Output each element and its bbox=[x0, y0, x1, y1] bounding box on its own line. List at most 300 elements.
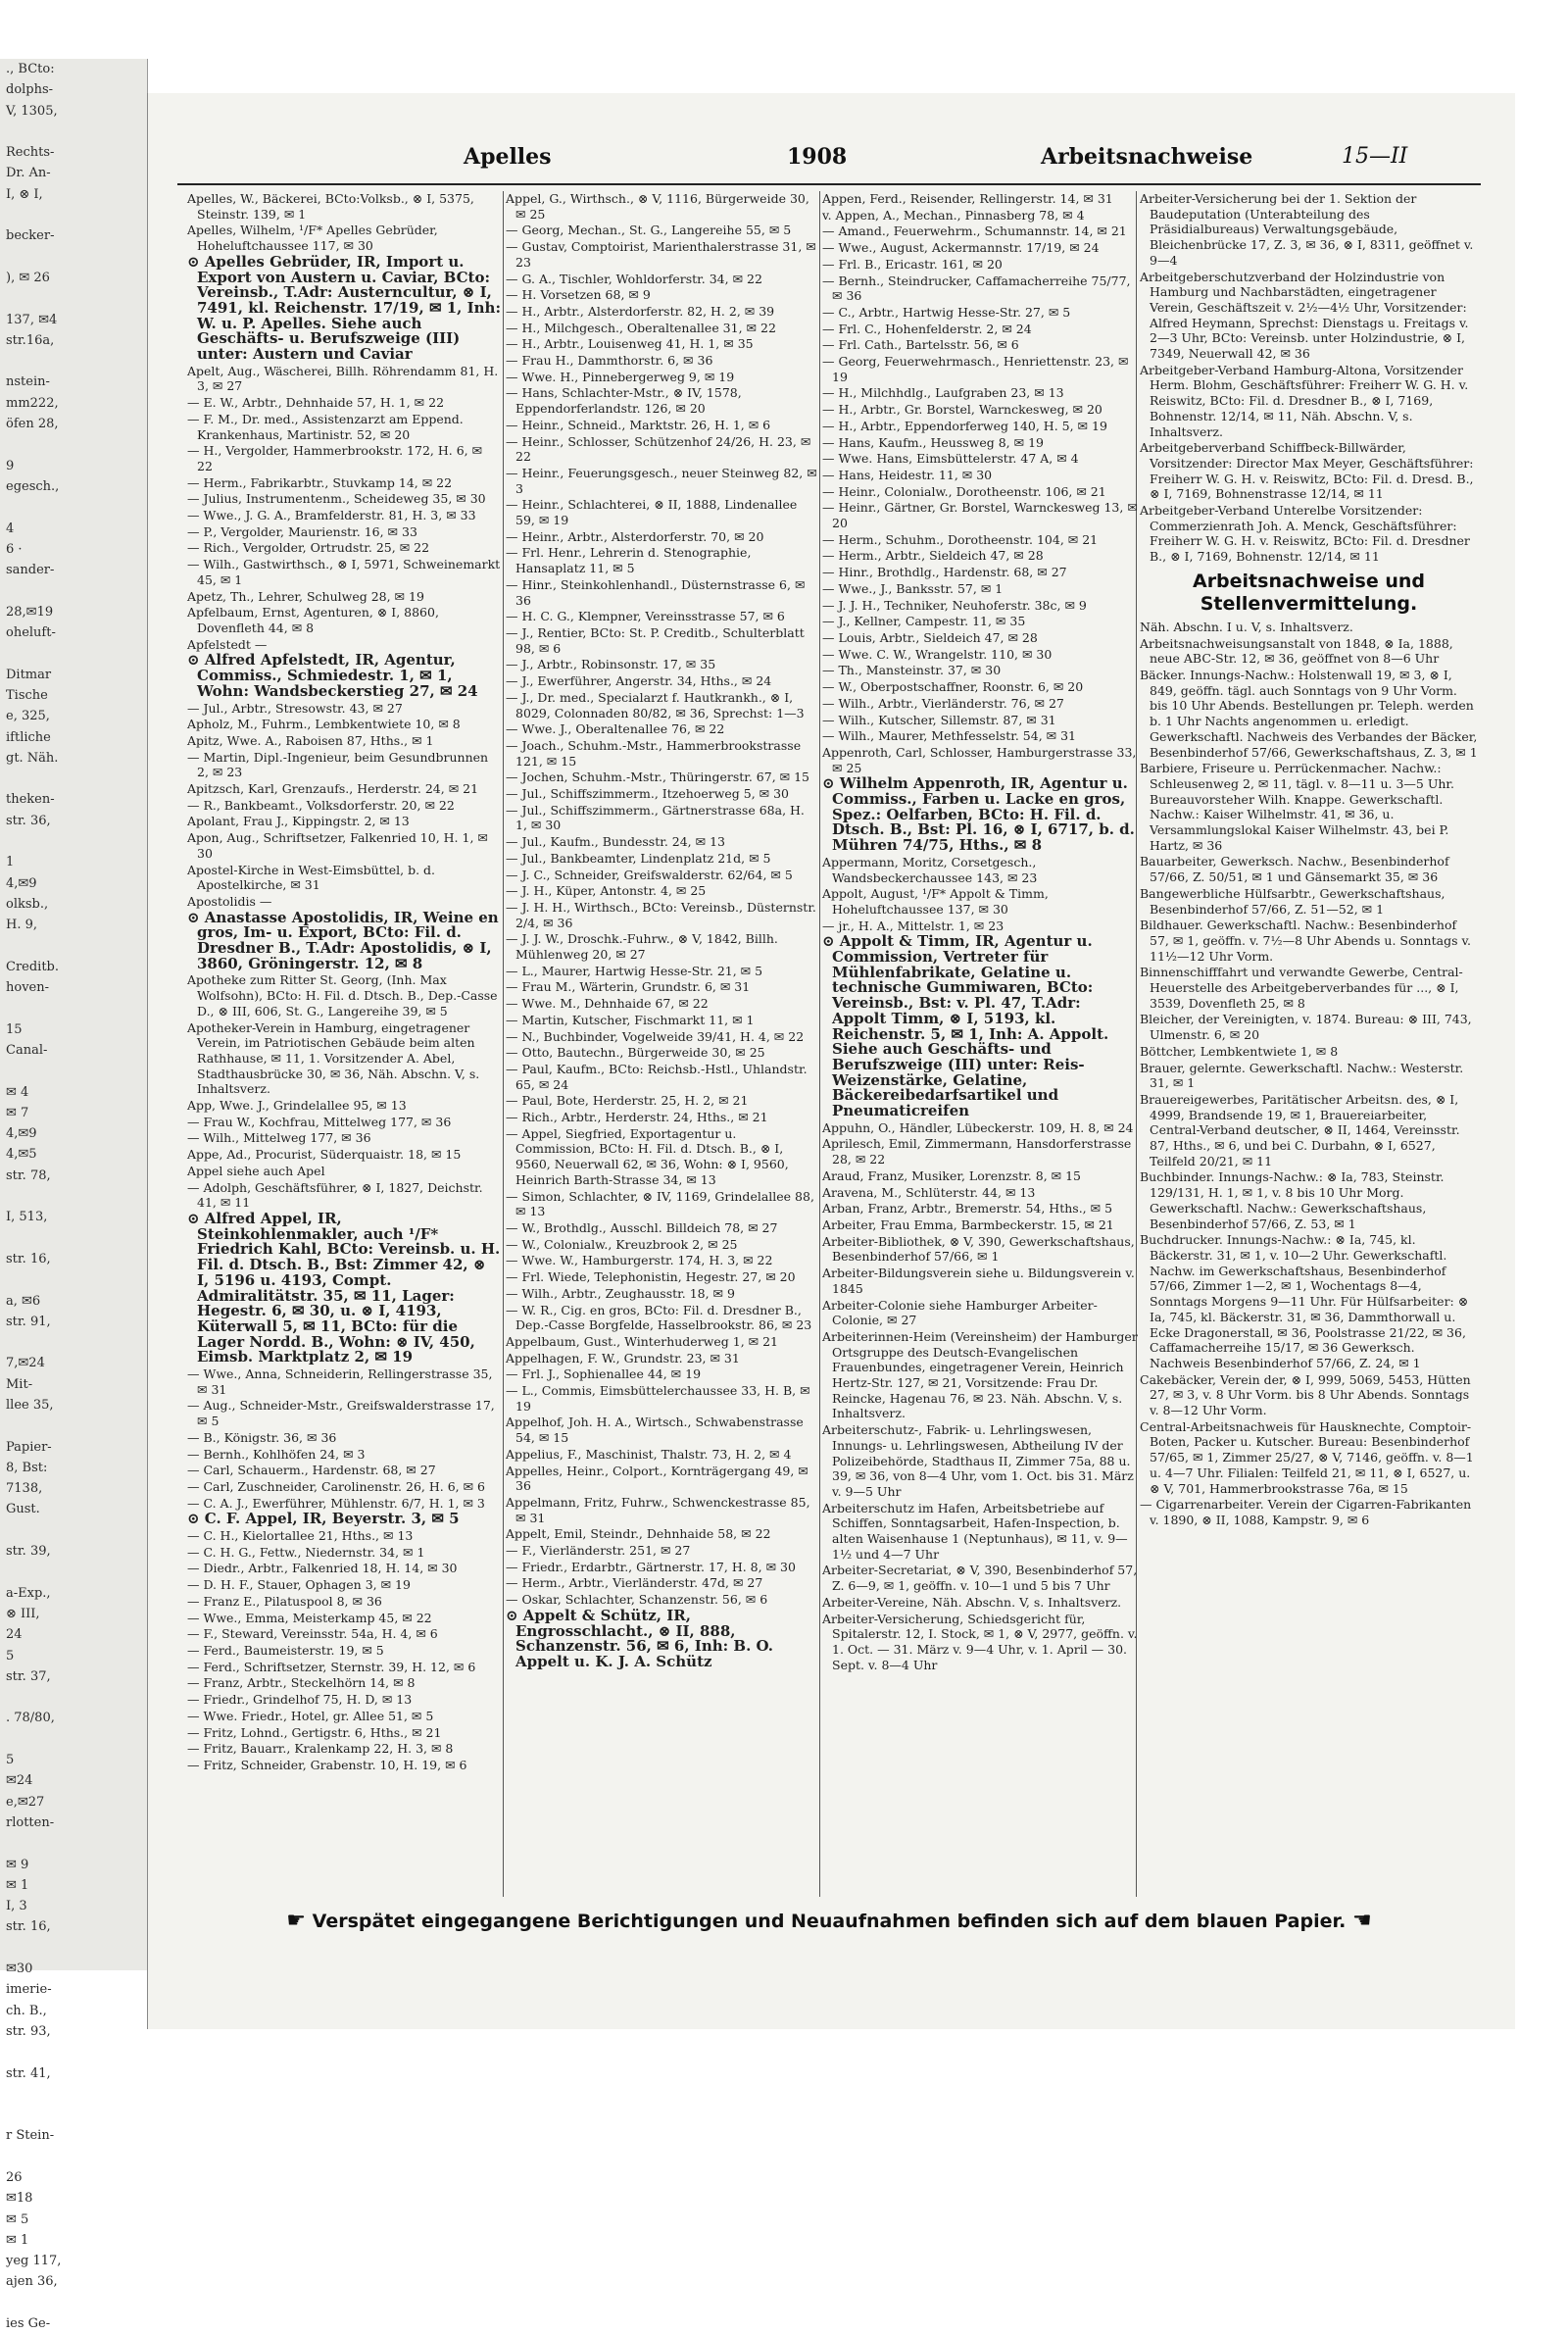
directory-entry: Arbeitgeberschutzverband der Holzindustrie von Hamburg und Nachbarstädten, eingetragener Verein, Geschäftszeit v. 2½—4½ Uhr, Vorsitzender: Alfred Heymann, Sprechst: Dienstags u. Freitags v. 2—3 Uhr, BCto: Vereinsb. unter Holzindustrie, ⊗ I, 7349, Neuerwall 42, ✉ 36 bbox=[1140, 269, 1469, 362]
adjacent-page-fragment: ✉18 bbox=[6, 2191, 33, 2207]
directory-entry: — F., Steward, Vereinsstr. 54a, H. 4, ✉ 6 bbox=[187, 1626, 438, 1642]
directory-entry: Appelles, Heinr., Colport., Kornträgergang 49, ✉ 36 bbox=[506, 1463, 808, 1494]
directory-entry: — Paul, Kaufm., BCto: Reichsb.-Hstl., Uhlandstr. 65, ✉ 24 bbox=[506, 1061, 808, 1092]
directory-entry: — Rich., Vergolder, Ortrudstr. 25, ✉ 22 bbox=[187, 540, 430, 556]
adjacent-page-fragment: str. 91, bbox=[6, 1314, 51, 1329]
directory-entry: Apelt, Aug., Wäscherei, Billh. Röhrendamm 81, H. 3, ✉ 27 bbox=[187, 363, 499, 394]
directory-entry: Buchdrucker. Innungs-Nachw.: ⊗ Ia, 745, kl. Bäckerstr. 31, ✉ 1, v. 10—2 Uhr. Gewerkschaftl. Nachw. im Gewerkschaftshaus, Besenbinderhof 57/66, Zimmer 1—2, ✉ 1, Wochentags 8—4, Sonntags Morgens 9—11 Uhr. Für Hülfsarbeiter: ⊗ Ia, 745, kl. Bäckerstr. 31, ✉ 36, Dammthorwall u. Ecke Dragonerstall, ✉ 36, Poolstrasse 21/22, ✉ 36, Caffamacherreihe 15/17, ✉ 36 Gewerksch. Nachweis Besenbinderhof 57/66, Z. 24, ✉ 1 bbox=[1140, 1232, 1469, 1370]
directory-entry: Arbeiter-Vereine, Näh. Abschn. V, s. Inhaltsverz. bbox=[822, 1594, 1122, 1610]
directory-entry: Apholz, M., Fuhrm., Lembkentwiete 10, ✉ 8 bbox=[187, 717, 461, 732]
directory-entry: — Th., Mansteinstr. 37, ✉ 30 bbox=[822, 663, 1002, 678]
directory-entry: ⊙ C. F. Appel, IR, Beyerstr. 3, ✉ 5 bbox=[187, 1510, 460, 1528]
directory-entry: — Heinr., Arbtr., Alsterdorferstr. 70, ✉ 20 bbox=[506, 528, 764, 544]
page-header bbox=[148, 144, 1515, 174]
adjacent-page-fragment: str. 93, bbox=[6, 2023, 51, 2039]
directory-entry: — Frl. C., Hohenfelderstr. 2, ✉ 24 bbox=[822, 321, 1032, 336]
directory-entry: — jr., H. A., Mittelstr. 1, ✉ 23 bbox=[822, 918, 1004, 933]
adjacent-page-fragment: Tische bbox=[6, 687, 48, 703]
directory-entry: Appolt, August, ¹/F* Appolt & Timm, Hoheluftchaussee 137, ✉ 30 bbox=[822, 886, 1049, 917]
directory-entry: Arbeiter-Colonie siehe Hamburger Arbeiter-Colonie, ✉ 27 bbox=[822, 1297, 1098, 1328]
adjacent-page-fragment: V, 1305, bbox=[6, 103, 58, 119]
pointing-hand-right-icon: ☚ bbox=[1351, 1909, 1372, 1933]
directory-entry: Cakebäcker, Verein der, ⊗ I, 999, 5069, 5453, Hütten 27, ✉ 3, v. 8 Uhr Vorm. bis 8 Uhr Abends. Sonntags v. 8—12 Uhr Vorm. bbox=[1140, 1371, 1471, 1418]
directory-entry: — Heinr., Feuerungsgesch., neuer Steinweg 82, ✉ 3 bbox=[506, 465, 817, 496]
section-heading: Arbeitsnachweise und Stellenvermittelung. bbox=[1192, 570, 1426, 615]
directory-column-4 bbox=[1140, 191, 1478, 1902]
directory-entry: — Wwe. C. W., Wrangelstr. 110, ✉ 30 bbox=[822, 646, 1053, 662]
directory-entry: — Hinr., Steinkohlenhandl., Düsternstrasse 6, ✉ 36 bbox=[506, 576, 806, 608]
directory-entry: Apfelstedt — bbox=[187, 636, 268, 652]
adjacent-page-fragment: e, 325, bbox=[6, 709, 50, 724]
adjacent-page-fragment bbox=[0, 2293, 147, 2313]
adjacent-page-fragment: 6 · bbox=[6, 541, 23, 557]
directory-entry: — Frau M., Wärterin, Grundstr. 6, ✉ 31 bbox=[506, 979, 751, 995]
directory-entry: Appelmann, Fritz, Fuhrw., Schwenckestrasse 85, ✉ 31 bbox=[506, 1494, 810, 1525]
directory-entry: — D. H. F., Stauer, Ophagen 3, ✉ 19 bbox=[187, 1577, 411, 1593]
directory-entry: — Rich., Arbtr., Herderstr. 24, Hths., ✉ 21 bbox=[506, 1110, 768, 1125]
adjacent-page-fragment: str. 36, bbox=[6, 813, 51, 828]
directory-entry: — Frau W., Kochfrau, Mittelweg 177, ✉ 36 bbox=[187, 1114, 452, 1129]
directory-entry: — Jul., Kaufm., Bundesstr. 24, ✉ 13 bbox=[506, 834, 725, 850]
directory-entry: — Frl. Henr., Lehrerin d. Stenographie, Hansaplatz 11, ✉ 5 bbox=[506, 545, 752, 576]
adjacent-page-fragment: I, 513, bbox=[6, 1210, 48, 1225]
adjacent-page-fragment bbox=[0, 2105, 147, 2125]
directory-entry: Apostolidis — bbox=[187, 893, 272, 909]
adjacent-page-fragment: ch. B., bbox=[6, 2003, 47, 2018]
directory-entry: Böttcher, Lembkentwiete 1, ✉ 8 bbox=[1140, 1043, 1339, 1059]
directory-entry: v. Appen, A., Mechan., Pinnasberg 78, ✉ 4 bbox=[822, 207, 1085, 223]
directory-entry: Brauereigewerbes, Paritätischer Arbeitsn. des, ⊗ I, 4999, Brandsende 19, ✉ 1, Brauereiarbeiter, Central-Verband deutscher, ⊗ II, 1464, Vereinsstr. 87, Hths., ✉ 6, und bei C. Durbahn, ⊗ I, 6527, Teilfeld 20/21, ✉ 11 bbox=[1140, 1091, 1460, 1168]
adjacent-page-fragment bbox=[0, 2147, 147, 2167]
directory-entry: — H., Arbtr., Louisenweg 41, H. 1, ✉ 35 bbox=[506, 336, 754, 352]
directory-entry: — Hans, Schlachter-Mstr., ⊗ IV, 1578, Eppendorferlandstr. 126, ✉ 20 bbox=[506, 385, 742, 417]
adjacent-page-fragment: Mit- bbox=[6, 1376, 33, 1392]
adjacent-page-fragment: Ditmar bbox=[6, 667, 52, 682]
adjacent-page-fragment: 5 bbox=[6, 1753, 15, 1768]
directory-entry: Apetz, Th., Lehrer, Schulweg 28, ✉ 19 bbox=[187, 588, 424, 604]
directory-entry: — Wwe. Hans, Eimsbüttelerstr. 47 A, ✉ 4 bbox=[822, 451, 1079, 467]
directory-entry: — J., Rentier, BCto: St. P. Creditb., Schulterblatt 98, ✉ 6 bbox=[506, 624, 805, 656]
directory-entry: Apelles, Wilhelm, ¹/F* Apelles Gebrüder, Hoheluftchaussee 117, ✉ 30 bbox=[187, 223, 438, 254]
adjacent-page-fragment bbox=[0, 831, 147, 852]
directory-entry: — J. C., Schneider, Greifswalderstr. 62/64, ✉ 5 bbox=[506, 867, 793, 882]
adjacent-page-fragment: 1 bbox=[6, 855, 15, 870]
adjacent-page-fragment bbox=[0, 2042, 147, 2062]
directory-entry: — H. C. G., Klempner, Vereinsstrasse 57, ✉ 6 bbox=[506, 609, 785, 624]
directory-entry: Binnenschifffahrt und verwandte Gewerbe, Central-Heuerstelle des Arbeitgeberverbandes für ..., ⊗ I, 3539, Dovenfleth 25, ✉ 8 bbox=[1140, 965, 1463, 1011]
adjacent-page-fragment: ✉ 1 bbox=[6, 2232, 29, 2248]
adjacent-page-fragment: e,✉27 bbox=[6, 1794, 45, 1810]
directory-entry: — Frl. Cath., Bartelsstr. 56, ✉ 6 bbox=[822, 337, 1019, 353]
directory-entry: — Wwe., Anna, Schneiderin, Rellingerstrasse 35, ✉ 31 bbox=[187, 1366, 493, 1397]
directory-entry: — Joach., Schuhm.-Mstr., Hammerbrookstrasse 121, ✉ 15 bbox=[506, 737, 802, 769]
directory-entry: — Wilh., Arbtr., Vierländerstr. 76, ✉ 27 bbox=[822, 695, 1064, 711]
directory-entry: — C. H., Kielortallee 21, Hths., ✉ 13 bbox=[187, 1528, 414, 1544]
directory-entry: — Wilh., Arbtr., Zeughausstr. 18, ✉ 9 bbox=[506, 1285, 735, 1301]
directory-column-1 bbox=[187, 191, 501, 1902]
adjacent-page-fragment bbox=[0, 351, 147, 372]
directory-entry: — H., Arbtr., Gr. Borstel, Warnckesweg, ✉ 20 bbox=[822, 402, 1102, 418]
adjacent-page-fragment: 26 bbox=[6, 2169, 23, 2185]
directory-entry: Appelhagen, F. W., Grundstr. 23, ✉ 31 bbox=[506, 1350, 740, 1366]
adjacent-page-fragment: ✉ 9 bbox=[6, 1857, 29, 1872]
directory-entry: ⊙ Wilhelm Appenroth, IR, Agentur u. Commiss., Farben u. Lacke en gros, Spez.: Oelfarben, BCto: H. Fil. d. Dtsch. B., Bst: Pl. 16, ⊗ I, 6717, b. d. Mühren 74/75, Hths., ✉ 8 bbox=[822, 774, 1135, 855]
directory-entry: Arbeiter-Bibliothek, ⊗ V, 390, Gewerkschaftshaus, Besenbinderhof 57/66, ✉ 1 bbox=[822, 1233, 1135, 1265]
adjacent-page-fragment: 4,✉9 bbox=[6, 875, 37, 891]
adjacent-page-fragment bbox=[0, 580, 147, 601]
directory-entry: Apfelbaum, Ernst, Agenturen, ⊗ I, 8860, Dovenfleth 44, ✉ 8 bbox=[187, 605, 439, 635]
adjacent-page-fragment: ✉ 4 bbox=[6, 1084, 29, 1100]
adjacent-page-fragment: 8, Bst: bbox=[6, 1460, 48, 1475]
directory-entry: — Friedr., Grindelhof 75, H. D, ✉ 13 bbox=[187, 1692, 413, 1708]
directory-entry: — Wilh., Maurer, Methfesselstr. 54, ✉ 31 bbox=[822, 728, 1077, 744]
directory-entry: Arbeiter, Frau Emma, Barmbeckerstr. 15, ✉ 21 bbox=[822, 1217, 1114, 1232]
directory-entry: — L., Commis, Eimsbüttelerchaussee 33, H. B, ✉ 19 bbox=[506, 1383, 810, 1414]
directory-entry: App, Wwe. J., Grindelallee 95, ✉ 13 bbox=[187, 1098, 407, 1114]
adjacent-page-fragment: mm222, bbox=[6, 395, 59, 411]
directory-entry: — Cigarrenarbeiter. Verein der Cigarren-Fabrikanten v. 1890, ⊗ II, 1088, Kampstr. 9, ✉ 6 bbox=[1140, 1497, 1472, 1527]
directory-entry: — Simon, Schlachter, ⊗ IV, 1169, Grindelallee 88, ✉ 13 bbox=[506, 1188, 814, 1219]
directory-entry: Appen, Ferd., Reisender, Rellingerstr. 14, ✉ 31 bbox=[822, 191, 1113, 206]
directory-entry: — Herm., Arbtr., Sieldeich 47, ✉ 28 bbox=[822, 548, 1044, 564]
directory-entry: — W., Oberpostschaffner, Roonstr. 6, ✉ 20 bbox=[822, 679, 1084, 695]
directory-entry: Apon, Aug., Schriftsetzer, Falkenried 10, H. 1, ✉ 30 bbox=[187, 830, 488, 861]
adjacent-page-fragment bbox=[0, 497, 147, 518]
directory-entry: — J., Ewerführer, Angerstr. 34, Hths., ✉ 24 bbox=[506, 673, 772, 689]
adjacent-page-fragment: H. 9, bbox=[6, 918, 38, 933]
adjacent-page-fragment: a-Exp., bbox=[6, 1585, 51, 1601]
directory-entry: Appel, G., Wirthsch., ⊗ V, 1116, Bürgerweide 30, ✉ 25 bbox=[506, 191, 809, 222]
adjacent-page-fragment bbox=[0, 2084, 147, 2105]
directory-entry: — H. Vorsetzen 68, ✉ 9 bbox=[506, 287, 651, 303]
adjacent-page-fragment: ✉ 7 bbox=[6, 1105, 29, 1120]
adjacent-page-fragment: rlotten- bbox=[6, 1814, 55, 1830]
directory-entry: ⊙ Apelles Gebrüder, IR, Import u. Export von Austern u. Caviar, BCto: Vereinsb., T.Adr: Austerncultur, ⊗ I, 7491, kl. Reichenstr. 17/19, ✉ 1, Inh: W. u. P. Apelles. Siehe auch Geschäfts- u. Berufszweige (III) unter: Austern und Caviar bbox=[187, 252, 501, 364]
directory-entry: Arbeiter-Bildungsverein siehe u. Bildungsverein v. 1845 bbox=[822, 1266, 1135, 1296]
directory-entry: — Wilh., Gastwirthsch., ⊗ I, 5971, Schweinemarkt 45, ✉ 1 bbox=[187, 557, 501, 587]
adjacent-page-fragment bbox=[0, 1833, 147, 1854]
directory-entry: Appenroth, Carl, Schlosser, Hamburgerstrasse 33, ✉ 25 bbox=[822, 744, 1137, 775]
directory-entry: — Jul., Schiffszimmerm., Gärtnerstrasse 68a, H. 1, ✉ 30 bbox=[506, 802, 805, 833]
directory-page bbox=[147, 93, 1515, 2029]
directory-entry: Bildhauer. Gewerkschaftl. Nachw.: Besenbinderhof 57, ✉ 1, geöffn. v. 7½—8 Uhr Abends u. Sonntags v. 11½—12 Uhr Vorm. bbox=[1140, 918, 1472, 964]
directory-entry: Appelt, Emil, Steindr., Dehnhaide 58, ✉ 22 bbox=[506, 1526, 771, 1542]
directory-entry: — Heinr., Schlosser, Schützenhof 24/26, H. 23, ✉ 22 bbox=[506, 433, 811, 465]
directory-entry: — Georg, Feuerwehrmasch., Henriettenstr. 23, ✉ 19 bbox=[822, 354, 1129, 384]
adjacent-page-fragment: 28,✉19 bbox=[6, 604, 54, 620]
directory-entry: Brauer, gelernte. Gewerkschaftl. Nachw.: Westerstr. 31, ✉ 1 bbox=[1140, 1060, 1464, 1091]
adjacent-page-fragment: llee 35, bbox=[6, 1398, 54, 1413]
header-right-keyword: Arbeitsnachweise bbox=[1041, 144, 1253, 170]
directory-entry: — Martin, Dipl.-Ingenieur, beim Gesundbrunnen 2, ✉ 23 bbox=[187, 749, 489, 780]
directory-entry: Arban, Franz, Arbtr., Bremerstr. 54, Hths., ✉ 5 bbox=[822, 1201, 1113, 1217]
directory-entry: — H., Milchhdlg., Laufgraben 23, ✉ 13 bbox=[822, 385, 1064, 401]
directory-entry: — C. A. J., Ewerführer, Mühlenstr. 6/7, H. 1, ✉ 3 bbox=[187, 1495, 485, 1511]
directory-entry: — Herm., Schuhm., Dorotheenstr. 104, ✉ 21 bbox=[822, 531, 1099, 547]
directory-entry: — Herm., Arbtr., Vierländerstr. 47d, ✉ 27 bbox=[506, 1575, 763, 1591]
adjacent-page-fragment bbox=[0, 998, 147, 1018]
adjacent-page-fragment: 15 bbox=[6, 1021, 23, 1037]
column-4-entries bbox=[1140, 191, 1478, 565]
directory-entry: Central-Arbeitsnachweis für Hausknechte, Comptoir-Boten, Packer u. Kutscher. Bureau: Besenbinderhof 57/65, ✉ 1, Zimmer 25/27, ⊗ V, 7146, geöffn. v. 8—1 u. 4—7 Uhr. Filialen: Teilfeld 21, ✉ 11, ⊗ I, 6527, u. ⊗ V, 701, Hammerbrookstrasse 76a, ✉ 15 bbox=[1140, 1418, 1474, 1496]
adjacent-page-fragment: iftliche bbox=[6, 729, 51, 745]
directory-entry: Arbeiter-Versicherung bei der 1. Sektion der Baudeputation (Unterabteilung des Präsidialbureaus) Verwaltungsgebäude, Bleichenbrücke 17, Z. 3, ✉ 36, ⊗ I, 8311, geöffnet v. 9—4 bbox=[1140, 191, 1474, 268]
directory-entry: — Jochen, Schuhm.-Mstr., Thüringerstr. 67, ✉ 15 bbox=[506, 770, 810, 785]
directory-entry: Appel siehe auch Apel bbox=[187, 1163, 325, 1178]
directory-entry: — J., Kellner, Campestr. 11, ✉ 35 bbox=[822, 614, 1026, 629]
directory-entry: — J. H. H., Wirthsch., BCto: Vereinsb., Düsternstr. 2/4, ✉ 36 bbox=[506, 899, 816, 930]
directory-entry: — Frl. J., Sophienallee 44, ✉ 19 bbox=[506, 1366, 702, 1382]
directory-entry: — Martin, Kutscher, Fischmarkt 11, ✉ 1 bbox=[506, 1012, 755, 1027]
directory-entry: Arbeiterschutz-, Fabrik- u. Lehrlingswesen, Innungs- u. Lehrlingswesen, Abtheilung IV der Polizeibehörde, Stadthaus II, Zimmer 75a, 88 u. 39, ✉ 36, von 8—4 Uhr, vom 1. Oct. bis 31. März v. 9—5 Uhr bbox=[822, 1422, 1134, 1499]
directory-entry: Arbeiterschutz im Hafen, Arbeitsbetriebe auf Schiffen, Sonntagsarbeit, Hafen-Inspection, b. alten Waisenhause 1 (Neptunhaus), ✉ 11, v. 9—1½ und 4—7 Uhr bbox=[822, 1500, 1128, 1562]
adjacent-page-fragment bbox=[0, 1269, 147, 1290]
directory-entry: — Jul., Bankbeamter, Lindenplatz 21d, ✉ 5 bbox=[506, 850, 771, 866]
directory-entry: — Wwe. Friedr., Hotel, gr. Allee 51, ✉ 5 bbox=[187, 1708, 434, 1723]
directory-entry: ⊙ Alfred Appel, IR, Steinkohlenmakler, auch ¹/F* Friedrich Kahl, BCto: Vereinsb. u. H. Fil. d. Dtsch. B., Bst: Zimmer 42, ⊗ I, 5196 u. 4193, Compt. Admiralitätstr. 35, ✉ 11, Lager: Hegestr. 6, ✉ 30, u. ⊗ I, 4193, Küterwall 5, ✉ 11, BCto: für die Lager Nordd. B., Wohn: ⊗ IV, 450, Eimsb. Marktplatz 2, ✉ 19 bbox=[187, 1210, 501, 1366]
directory-entry: — Jul., Schiffszimmerm., Itzehoerweg 5, ✉ 30 bbox=[506, 786, 790, 802]
directory-column-3 bbox=[822, 191, 1138, 1902]
adjacent-page-fragment: Papier- bbox=[6, 1439, 52, 1455]
adjacent-page-fragment bbox=[0, 1520, 147, 1541]
directory-entry: — Aug., Schneider-Mstr., Greifswalderstrasse 17, ✉ 5 bbox=[187, 1398, 495, 1429]
directory-entry: Appe, Ad., Procurist, Süderquaistr. 18, ✉ 15 bbox=[187, 1147, 462, 1163]
directory-entry: — Wwe. J., Oberaltenallee 76, ✉ 22 bbox=[506, 721, 725, 737]
column-divider bbox=[819, 191, 820, 1897]
directory-entry: — H., Milchgesch., Oberaltenallee 31, ✉ 22 bbox=[506, 320, 776, 335]
directory-entry: — Wilh., Mittelweg 177, ✉ 36 bbox=[187, 1130, 371, 1146]
directory-entry: — F., Vierländerstr. 251, ✉ 27 bbox=[506, 1543, 691, 1559]
directory-entry: — H., Arbtr., Alsterdorferstr. 82, H. 2, ✉ 39 bbox=[506, 303, 775, 319]
directory-entry: Arbeiter-Versicherung, Schiedsgericht für, Spitalerstr. 12, I. Stock, ✉ 1, ⊗ V, 2977, geöffn. v. 1. Oct. — 31. März v. 9—4 Uhr, v. 1. April — 30. Sept. v. 8—4 Uhr bbox=[822, 1611, 1138, 1672]
directory-entry: — Heinr., Schneid., Marktstr. 26, H. 1, ✉ 6 bbox=[506, 417, 771, 432]
directory-entry: — Paul, Bote, Herderstr. 25, H. 2, ✉ 21 bbox=[506, 1093, 749, 1109]
page-number: 15—II bbox=[1342, 144, 1408, 169]
adjacent-page-fragment: 4,✉9 bbox=[6, 1126, 37, 1142]
directory-entry: Apotheker-Verein in Hamburg, eingetragener Verein, im Patriotischen Gebäude beim alten Rathhause, ✉ 11, 1. Vorsitzender A. Abel, Stadthausbrücke 30, ✉ 36, Näh. Abschn. V, s. Inhaltsverz. bbox=[187, 1019, 480, 1097]
directory-entry: — Appel, Siegfried, Exportagentur u. Commission, BCto: H. Fil. d. Dtsch. B., ⊗ I, 9560, Neuerwall 62, ✉ 36, Wohn: ⊗ I, 9560, Heinrich Barth-Strasse 34, ✉ 13 bbox=[506, 1125, 789, 1187]
adjacent-page-fragment: str. 16, bbox=[6, 1251, 51, 1266]
directory-entry: Arbeitgeberverband Schiffbeck-Billwärder, Vorsitzender: Director Max Meyer, Geschäftsführer: Freiherr W. G. H. v. Reiswitz, BCto: Fil. d. Dresd. B., ⊗ I, 7169, Bohnenstrasse 12/14, ✉ 11 bbox=[1140, 440, 1474, 502]
directory-entry: — Julius, Instrumentenm., Scheideweg 35, ✉ 30 bbox=[187, 491, 486, 507]
adjacent-page-fragment: I, 3 bbox=[6, 1899, 27, 1914]
directory-entry: — Otto, Bautechn., Bürgerweide 30, ✉ 25 bbox=[506, 1045, 765, 1061]
footer-text: Verspätet eingegangene Berichtigungen und Neuaufnahmen befinden sich auf dem blauen Papier. bbox=[312, 1911, 1347, 1932]
directory-entry: — Diedr., Arbtr., Falkenried 18, H. 14, ✉ 30 bbox=[187, 1561, 458, 1576]
adjacent-page-fragment: ✉24 bbox=[6, 1773, 33, 1789]
directory-entry: Arbeitgeber-Verband Hamburg-Altona, Vorsitzender Herm. Blohm, Geschäftsführer: Freiherr W. G. H. v. Reiswitz, BCto: Fil. d. Dresdner B., ⊗ I, 7169, Bohnenstr. 12/14, ✉ 11, Näh. Abschn. V, s. Inhaltsverz. bbox=[1140, 362, 1469, 439]
directory-entry: — Gustav, Comptoirist, Marienthalerstrasse 31, ✉ 23 bbox=[506, 239, 816, 270]
adjacent-page-fragment: ✉ 5 bbox=[6, 2211, 29, 2227]
directory-entry: Bäcker. Innungs-Nachw.: Holstenwall 19, ✉ 3, ⊗ I, 849, geöffn. tägl. auch Sonntags von 9 Uhr Vorm. bis 10 Uhr Abends. Bestellungen pr. Teleph. werden b. 1 Uhr Nachts angenommen u. erledigt. Gewerkschaftl. Nachweis des Verbandes der Bäcker, Besenbinderhof 57/66, Gewerkschaftshaus, Z. 3, ✉ 1 bbox=[1140, 667, 1478, 760]
directory-entry: Aravena, M., Schlüterstr. 44, ✉ 13 bbox=[822, 1184, 1036, 1200]
directory-entry: Appuhn, O., Händler, Lübeckerstr. 109, H. 8, ✉ 24 bbox=[822, 1119, 1134, 1135]
adjacent-page-fragment: 9 bbox=[6, 458, 15, 473]
directory-entry: Bauarbeiter, Gewerksch. Nachw., Besenbinderhof 57/66, Z. 50/51, ✉ 1 und Gänsemarkt 35, ✉ 36 bbox=[1140, 854, 1449, 885]
pointing-hand-left-icon: ☛ bbox=[286, 1909, 307, 1933]
directory-entry: — J., Dr. med., Specialarzt f. Hautkrankh., ⊗ I, 8029, Colonnaden 80/82, ✉ 36, Sprechst: 1—3 bbox=[506, 689, 805, 720]
directory-entry: — Frau H., Dammthorstr. 6, ✉ 36 bbox=[506, 353, 713, 369]
adjacent-page-fragment: yeg 117, bbox=[6, 2254, 62, 2269]
adjacent-page-fragment: ✉ 1 bbox=[6, 1877, 29, 1893]
adjacent-page-fragment: ajen 36, bbox=[6, 2274, 58, 2290]
directory-entry: — F. M., Dr. med., Assistenzarzt am Eppend. Krankenhaus, Martinistr. 52, ✉ 20 bbox=[187, 411, 464, 442]
directory-entry: — Louis, Arbtr., Sieldeich 47, ✉ 28 bbox=[822, 629, 1038, 645]
adjacent-page-fragment: Canal- bbox=[6, 1042, 48, 1058]
column-divider bbox=[503, 191, 504, 1897]
directory-entry: — Georg, Mechan., St. G., Langereihe 55, ✉ 5 bbox=[506, 223, 792, 238]
directory-entry: — Wilh., Kutscher, Sillemstr. 87, ✉ 31 bbox=[822, 712, 1056, 727]
directory-entry: — H., Vergolder, Hammerbrookstr. 172, H. 6, ✉ 22 bbox=[187, 443, 483, 473]
adjacent-page-fragment: ), ✉ 26 bbox=[6, 270, 50, 285]
directory-entry: — Bernh., Steindrucker, Caffamacherreihe 75/77, ✉ 36 bbox=[822, 273, 1131, 304]
adjacent-page-fragment: theken- bbox=[6, 792, 55, 808]
adjacent-page-fragment: dolphs- bbox=[6, 82, 54, 98]
adjacent-page-fragment: Creditb. bbox=[6, 959, 60, 974]
directory-entry: Apitz, Wwe. A., Raboisen 87, Hths., ✉ 1 bbox=[187, 732, 434, 748]
directory-entry: ⊙ Alfred Apfelstedt, IR, Agentur, Commiss., Schmiedestr. 1, ✉ 1, Wohn: Wandsbeckerstieg 27, ✉ 24 bbox=[187, 651, 478, 700]
adjacent-page-fragment: str. 16, bbox=[6, 1919, 51, 1935]
directory-entry: — Heinr., Gärtner, Gr. Borstel, Warnckesweg 13, ✉ 20 bbox=[822, 500, 1138, 531]
header-year: 1908 bbox=[787, 144, 848, 170]
directory-entry: Näh. Abschn. I u. V, s. Inhaltsverz. bbox=[1140, 619, 1353, 634]
adjacent-page-fragment: becker- bbox=[6, 228, 55, 244]
adjacent-page-fragment: Dr. An- bbox=[6, 166, 51, 181]
adjacent-page-fragment: gt. Näh. bbox=[6, 750, 59, 766]
directory-entry: — W. R., Cig. en gros, BCto: Fil. d. Dresdner B., Dep.-Casse Borgfelde, Hasselbrookstr. 86, ✉ 23 bbox=[506, 1302, 812, 1333]
adjacent-page-fragment: 7,✉24 bbox=[6, 1356, 45, 1371]
directory-entry: ⊙ Appolt & Timm, IR, Agentur u. Commission, Vertreter für Mühlenfabrikate, Gelatine u. technische Gummiwaren, BCto: Vereinsb., Bst: v. Pl. 47, T.Adr: Appolt Timm, ⊗ I, 5193, kl. Reichenstr. 5, ✉ 1, Inh: A. Appolt. Siehe auch Geschäfts- und Berufszweige (III) unter: Reis- Weizenstärke, Gelatine, Bäckereibedarfsartikel und Pneumaticreifen bbox=[822, 932, 1109, 1120]
directory-entry: — B., Königstr. 36, ✉ 36 bbox=[187, 1429, 337, 1445]
directory-entry: Appelius, F., Maschinist, Thalstr. 73, H. 2, ✉ 4 bbox=[506, 1446, 792, 1462]
adjacent-page-fragment: hoven- bbox=[6, 980, 50, 996]
adjacent-page-fragment: olksb., bbox=[6, 896, 49, 912]
directory-entry: — Friedr., Erdarbtr., Gärtnerstr. 17, H. 8, ✉ 30 bbox=[506, 1559, 796, 1574]
directory-entry: Apotheke zum Ritter St. Georg, (Inh. Max Wolfsohn), BCto: H. Fil. d. Dtsch. B., Dep.-Casse D., ⊗ III, 606, St. G., Langereihe 39, ✉ 5 bbox=[187, 972, 498, 1018]
adjacent-page-fragment: 5 bbox=[6, 1648, 15, 1664]
directory-entry: — G. A., Tischler, Wohldorferstr. 34, ✉ 22 bbox=[506, 271, 762, 286]
adjacent-page-fragment bbox=[0, 769, 147, 789]
directory-entry: Apolant, Frau J., Kippingstr. 2, ✉ 13 bbox=[187, 814, 410, 829]
directory-entry: — N., Buchbinder, Vogelweide 39/41, H. 4, ✉ 22 bbox=[506, 1028, 805, 1044]
directory-entry: — W., Brothdlg., Ausschl. Billdeich 78, ✉ 27 bbox=[506, 1220, 778, 1235]
directory-entry: — R., Bankbeamt., Volksdorferstr. 20, ✉ 22 bbox=[187, 797, 455, 813]
adjacent-page-fragment bbox=[0, 1186, 147, 1207]
directory-entry: Apelles, W., Bäckerei, BCto:Volksb., ⊗ I, 5375, Steinstr. 139, ✉ 1 bbox=[187, 191, 474, 222]
adjacent-page-strip bbox=[0, 59, 148, 2332]
directory-entry: — Wwe., August, Ackermannstr. 17/19, ✉ 24 bbox=[822, 240, 1100, 256]
directory-entry: — Adolph, Geschäftsführer, ⊗ I, 1827, Deichstr. 41, ✉ 11 bbox=[187, 1179, 483, 1211]
directory-entry: ⊙ Anastasse Apostolidis, IR, Weine en gros, Im- u. Export, BCto: Fil. d. Dresdner B., T.Adr: Apostolidis, ⊗ I, 3860, Gröningerstr. 12, ✉ 8 bbox=[187, 908, 499, 972]
directory-entry: Appelhof, Joh. H. A., Wirtsch., Schwabenstrasse 54, ✉ 15 bbox=[506, 1415, 804, 1446]
adjacent-page-fragment bbox=[0, 643, 147, 664]
adjacent-page-fragment: r Stein- bbox=[6, 2128, 55, 2144]
directory-entry: — Heinr., Colonialw., Dorotheenstr. 106, ✉ 21 bbox=[822, 483, 1106, 499]
directory-entry: — Wwe., Emma, Meisterkamp 45, ✉ 22 bbox=[187, 1610, 432, 1625]
directory-entry: — L., Maurer, Hartwig Hesse-Str. 21, ✉ 5 bbox=[506, 963, 763, 978]
adjacent-page-fragment: 7138, bbox=[6, 1481, 43, 1497]
adjacent-page-fragment: . 78/80, bbox=[6, 1711, 55, 1726]
column-4-section-entries bbox=[1140, 620, 1478, 1528]
directory-entry: — H., Arbtr., Eppendorferweg 140, H. 5, ✉ 19 bbox=[822, 418, 1107, 433]
adjacent-page-fragment bbox=[0, 434, 147, 455]
directory-entry: — J. J. H., Techniker, Neuhoferstr. 38c, ✉ 9 bbox=[822, 597, 1087, 613]
adjacent-page-fragment: I, ⊗ I, bbox=[6, 186, 43, 202]
directory-entry: — Hans, Heidestr. 11, ✉ 30 bbox=[822, 467, 993, 482]
directory-entry: Arbeitgeber-Verband Unterelbe Vorsitzender: Commerzienrath Joh. A. Menck, Geschäftsführer: Freiherr W. G. H. v. Reiswitz, BCto: Fil. d. Dresdner B., ⊗ I, 7169, Bohnenstr. 12/14, ✉ 11 bbox=[1140, 503, 1470, 565]
adjacent-page-fragment: 4 bbox=[6, 521, 15, 536]
directory-entry: — Ferd., Baumeisterstr. 19, ✉ 5 bbox=[187, 1642, 384, 1658]
adjacent-page-fragment: egesch., bbox=[6, 478, 60, 494]
adjacent-page-fragment bbox=[0, 1061, 147, 1081]
directory-entry: — J. H., Küper, Antonstr. 4, ✉ 25 bbox=[506, 883, 707, 899]
directory-entry: Arbeiterinnen-Heim (Vereinsheim) der Hamburger Ortsgruppe des Deutsch-Evangelischen Frauenbundes, eingetragener Verein, Heinrich Hertz-Str. 127, ✉ 21, Vorsitzende: Frau Dr. Reincke, Hagenau 76, ✉ 23. Näh. Abschn. V, s. Inhaltsverz. bbox=[822, 1328, 1138, 1421]
footer-notice bbox=[177, 1909, 1481, 1933]
adjacent-page-fragment: imerie- bbox=[6, 1982, 52, 1998]
adjacent-page-fragment bbox=[0, 205, 147, 225]
adjacent-page-fragment bbox=[0, 288, 147, 309]
directory-entry: — Amand., Feuerwehrm., Schumannstr. 14, ✉ 21 bbox=[822, 223, 1127, 239]
adjacent-page-fragment: ies Ge- bbox=[6, 2316, 51, 2332]
adjacent-page-fragment: 4,✉5 bbox=[6, 1147, 37, 1163]
adjacent-page-fragment: str. 39, bbox=[6, 1544, 51, 1560]
adjacent-page-fragment bbox=[0, 1415, 147, 1436]
adjacent-page-fragment bbox=[0, 1687, 147, 1708]
directory-entry: Araud, Franz, Musiker, Lorenzstr. 8, ✉ 15 bbox=[822, 1167, 1081, 1183]
directory-entry: Appermann, Moritz, Corsetgesch., Wandsbeckerchaussee 143, ✉ 23 bbox=[822, 854, 1038, 885]
directory-entry: Bleicher, der Vereinigten, v. 1874. Bureau: ⊗ III, 743, Ulmenstr. 6, ✉ 20 bbox=[1140, 1012, 1472, 1043]
directory-entry: — Wwe. H., Pinnebergerweg 9, ✉ 19 bbox=[506, 369, 735, 384]
directory-entry: Apostel-Kirche in West-Eimsbüttel, b. d. Apostelkirche, ✉ 31 bbox=[187, 862, 436, 893]
directory-entry: — W., Colonialw., Kreuzbrook 2, ✉ 25 bbox=[506, 1236, 738, 1252]
directory-entry: — Hans, Kaufm., Heussweg 8, ✉ 19 bbox=[822, 434, 1044, 450]
adjacent-page-fragment bbox=[0, 247, 147, 268]
directory-entry: Barbiere, Friseure u. Perrückenmacher. Nachw.: Schleusenweg 2, ✉ 11, tägl. v. 8—11 u. 3—5 Uhr. Bureauvorsteher Wilh. Knappe. Gewerkschaftl. Nachw.: Kaiser Wilhelmstr. 41, ✉ 36, u. Versammlungslokal Kaiser Wilhelmstr. 43, bei P. Hartz, ✉ 36 bbox=[1140, 761, 1455, 853]
directory-entry: — C. H. G., Fettw., Niedernstr. 34, ✉ 1 bbox=[187, 1544, 425, 1560]
header-left-keyword: Apelles bbox=[464, 144, 552, 170]
directory-entry: — P., Vergolder, Maurienstr. 16, ✉ 33 bbox=[187, 523, 417, 539]
adjacent-page-fragment bbox=[0, 1729, 147, 1750]
adjacent-page-fragment: 24 bbox=[6, 1627, 23, 1643]
directory-entry: — Fritz, Schneider, Grabenstr. 10, H. 19, ✉ 6 bbox=[187, 1757, 467, 1772]
adjacent-page-fragment bbox=[0, 1228, 147, 1249]
adjacent-page-fragment: str. 41, bbox=[6, 2065, 51, 2081]
directory-entry: — Carl, Zuschneider, Carolinenstr. 26, H. 6, ✉ 6 bbox=[187, 1478, 486, 1494]
adjacent-page-fragment bbox=[0, 1938, 147, 1959]
directory-column-2 bbox=[506, 191, 819, 1902]
directory-entry: — Carl, Schauerm., Hardenstr. 68, ✉ 27 bbox=[187, 1463, 436, 1478]
adjacent-page-fragment: 137, ✉4 bbox=[6, 312, 58, 327]
directory-entry: — Fritz, Lohnd., Gertigstr. 6, Hths., ✉ 21 bbox=[187, 1724, 442, 1740]
adjacent-page-fragment: a, ✉6 bbox=[6, 1293, 41, 1309]
directory-entry: ⊙ Appelt & Schütz, IR, Engrosschlacht., ⊗ II, 888, Schanzenstr. 56, ✉ 6, Inh: B. O. Appelt u. K. J. A. Schütz bbox=[506, 1606, 773, 1670]
directory-entry: — Herm., Fabrikarbtr., Stuvkamp 14, ✉ 22 bbox=[187, 474, 453, 490]
directory-entry: — Fritz, Bauarr., Kralenkamp 22, H. 3, ✉ 8 bbox=[187, 1741, 454, 1757]
directory-entry: — Wwe., J., Banksstr. 57, ✉ 1 bbox=[822, 580, 1004, 596]
directory-entry: Appelbaum, Gust., Winterhuderweg 1, ✉ 21 bbox=[506, 1333, 778, 1349]
directory-entry: — Hinr., Brothdlg., Hardenstr. 68, ✉ 27 bbox=[822, 565, 1067, 580]
directory-entry: — Ferd., Schriftsetzer, Sternstr. 39, H. 12, ✉ 6 bbox=[187, 1659, 476, 1674]
adjacent-page-fragment: nstein- bbox=[6, 374, 50, 390]
adjacent-page-fragment: ., BCto: bbox=[6, 62, 55, 76]
adjacent-page-fragment: str.16a, bbox=[6, 332, 55, 348]
adjacent-page-fragment: str. 78, bbox=[6, 1167, 51, 1183]
directory-entry: — Jul., Arbtr., Stresowstr. 43, ✉ 27 bbox=[187, 700, 403, 716]
adjacent-page-fragment: str. 37, bbox=[6, 1668, 51, 1684]
adjacent-page-fragment bbox=[0, 935, 147, 956]
directory-entry: — J., Arbtr., Robinsonstr. 17, ✉ 35 bbox=[506, 657, 716, 672]
adjacent-page-fragment bbox=[0, 122, 147, 142]
